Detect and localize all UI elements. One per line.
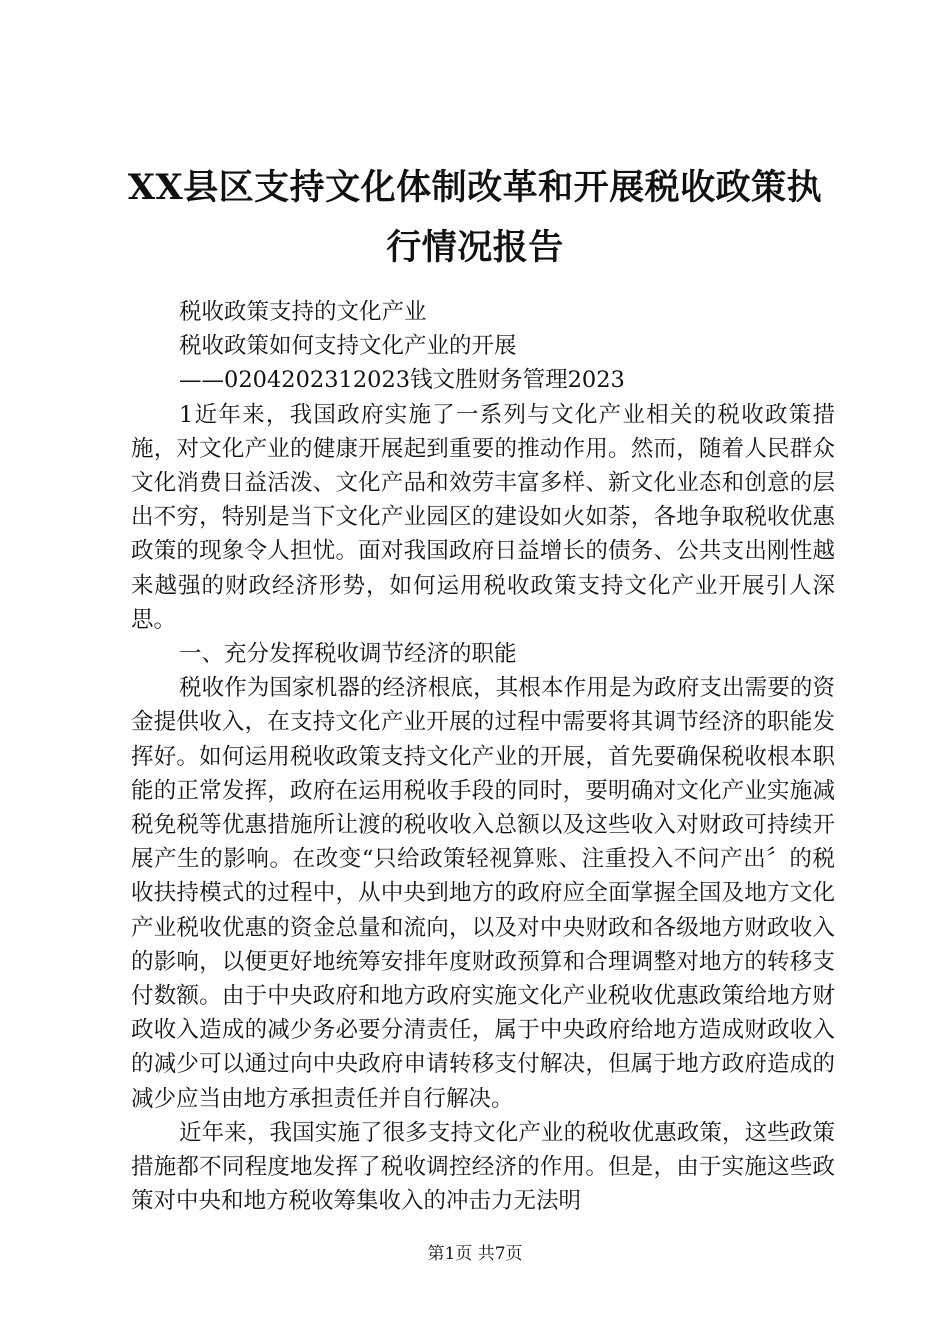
subtitle-line: 税收政策如何支持文化产业的开展: [179, 333, 517, 360]
subtitle-line: 税收政策支持的文化产业: [179, 299, 427, 325]
document-title: XX县区支持文化体制改革和开展税收政策执行情况报告: [127, 167, 823, 268]
body-paragraph: 1近年来，我国政府实施了一系列与文化产业相关的税收政策措施，对文化产业的健康开展起到重要的推动作用。然而，随着人民群众文化消费日益活泼、文化产品和效劳丰富多样、新文化业态和创意的层出不穷，特别是当下文化产业园区的建设如火如荼，各地争取税收优惠政策的现象令人担忧。面对我国政府日益增长的债务、公共支出刚性越来越强的财政经济形势，如何运用税收政策支持文化产业开展引人深思。: [131, 401, 835, 633]
author-line: ——0204202312023钱文胜财务管理2023: [179, 367, 625, 394]
section-heading: 一、充分发挥税收调节经济的职能: [179, 641, 517, 668]
body-paragraph: 税收作为国家机器的经济根底，其根本作用是为政府支出需要的资金提供收入，在支持文化产业开展的过程中需要将其调节经济的职能发挥好。如何运用税收政策支持文化产业的开展，首先要确保税收根本职能的正常发挥，政府在运用税收手段的同时，要明确对文化产业实施减税免税等优惠措施所让渡的税收收入总额以及这些收入对财政可持续开展产生的影响。在改变“只给政策轻视算账、注重投入不问产出〞的税收扶持模式的过程中，从中央到地方的政府应全面掌握全国及地方文化产业税收优惠的资金总量和流向，以及对中央财政和各级地方财政收入的影响，以便更好地统筹安排年度财政预算和合理调整对地方的转移支付数额。由于中央政府和地方政府实施文化产业税收优惠政策给地方财政收入造成的减少务必要分清责任，属于中央政府给地方造成财政收入的减少可以通过向中央政府申请转移支付解决，但属于地方政府造成的减少应当由地方承担责任并自行解决。: [131, 675, 835, 1112]
page-footer: 第1页 共7页: [427, 1244, 523, 1264]
document-body: [131, 295, 835, 1218]
body-paragraph: 近年来，我国实施了很多支持文化产业的税收优惠政策，这些政策措施都不同程度地发挥了税收调控经济的作用。但是，由于实施这些政策对中央和地方税收筹集收入的冲击力无法明: [131, 1119, 835, 1215]
